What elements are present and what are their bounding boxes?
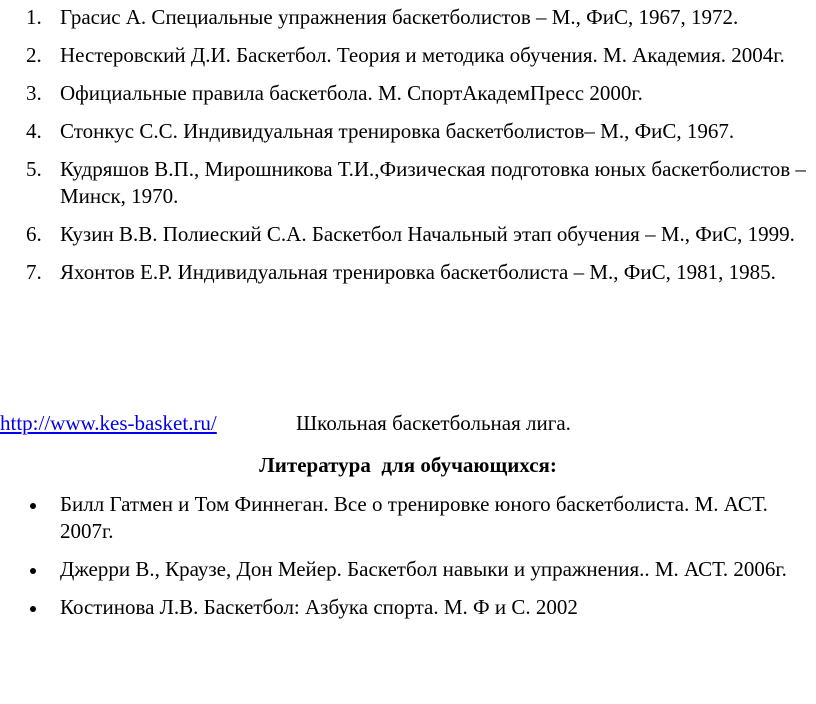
literature-item [0,491,816,545]
website-caption: Школьная баскетбольная лига. [296,411,571,435]
bullet-icon [30,568,36,574]
bullet-icon [30,606,36,612]
item-text: Стонкус С.С. Индивидуальная тренировка баскетболистов– М., ФиС, 1967. [60,119,735,143]
reference-item [0,259,816,286]
item-text: Официальные правила баскетбола. М. СпортАкадемПресс 2000г. [60,81,643,105]
item-text: Нестеровский Д.И. Баскетбол. Теория и методика обучения. М. Академия. 2004г. [60,43,785,67]
reference-item [0,156,816,210]
item-text: Билл Гатмен и Том Финнеган. Все о тренировке юного баскетболиста. М. АСТ. 2007г. [60,492,768,543]
item-number: 1. [26,5,42,29]
item-text: Костинова Л.В. Баскетбол: Азбука спорта. М. Ф и С. 2002 [60,595,578,619]
item-number: 6. [26,222,42,246]
reference-item [0,42,816,69]
reference-item [0,221,816,248]
item-text: Яхонтов Е.Р. Индивидуальная тренировка баскетболиста – М., ФиС, 1981, 1985. [60,260,776,284]
reference-item [0,80,816,107]
website-link[interactable]: http://www.kes-basket.ru/ [0,411,217,435]
item-number: 5. [26,157,42,181]
item-number: 3. [26,81,42,105]
item-text: Кудряшов В.П., Мирошникова Т.И.,Физическая подготовка юных баскетболистов – Минск, 1970. [60,157,806,208]
item-text: Кузин В.В. Полиеский С.А. Баскетбол Начальный этап обучения – М., ФиС, 1999. [60,222,795,246]
reference-item [0,118,816,145]
item-text: Джерри В., Краузе, Дон Мейер. Баскетбол навыки и упражнения.. М. АСТ. 2006г. [60,557,787,581]
website-row [0,410,816,437]
literature-item [0,594,816,621]
literature-item [0,556,816,583]
item-number: 4. [26,119,42,143]
item-number: 2. [26,43,42,67]
references-list [0,4,816,297]
bullet-icon [30,503,36,509]
item-text: Грасис А. Специальные упражнения баскетболистов – М., ФиС, 1967, 1972. [60,5,739,29]
students-literature-heading: Литература для обучающихся: [259,453,557,477]
reference-item [0,4,816,31]
students-literature-list [0,491,816,632]
item-number: 7. [26,260,42,284]
